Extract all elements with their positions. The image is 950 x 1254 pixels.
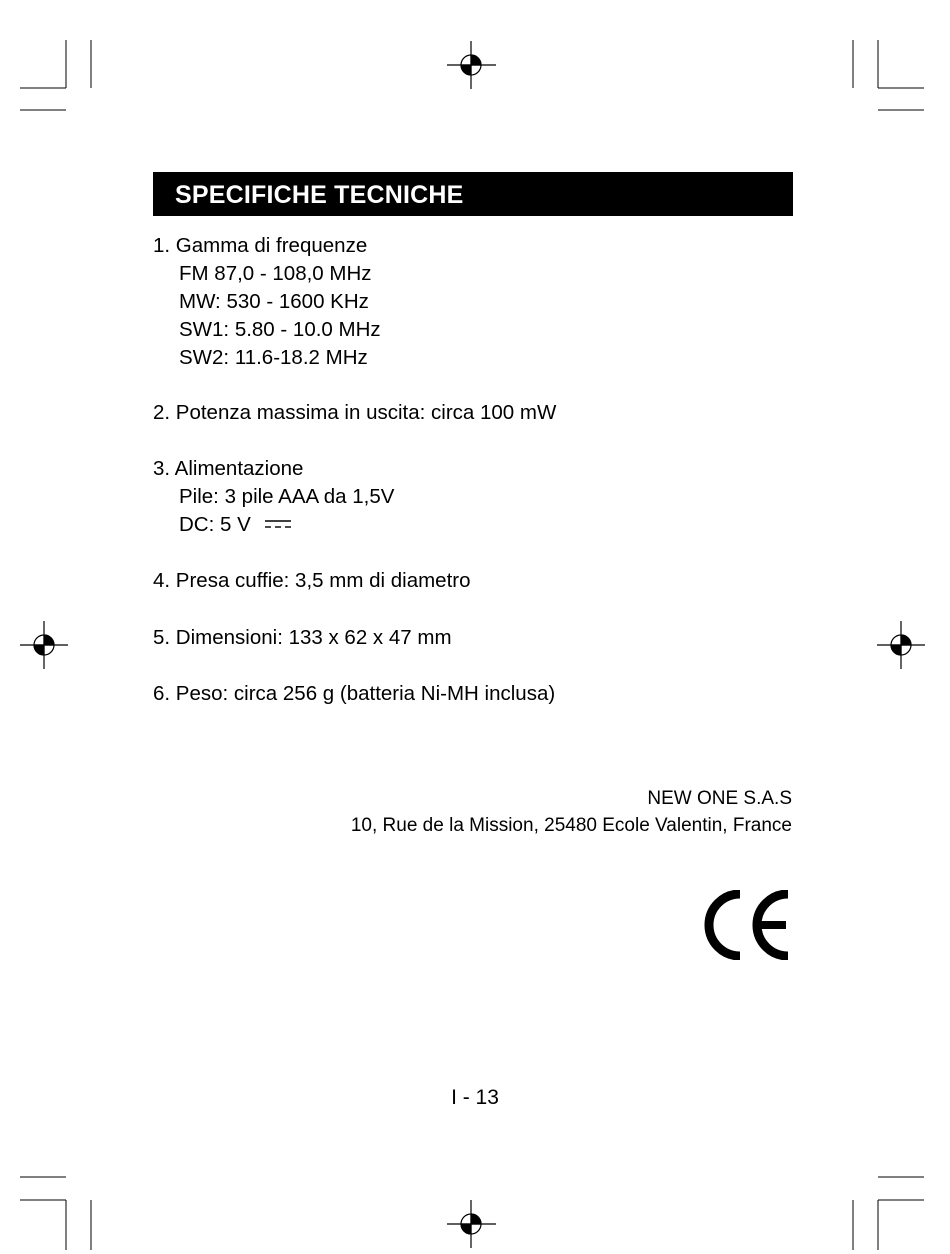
company-street: 10, Rue de la Mission, 25480 Ecole Valentin, France — [350, 815, 792, 836]
spec-label: 6. Peso: circa 256 g (batteria Ni-MH inclusa) — [153, 682, 556, 705]
spec-line: MW: 530 - 1600 KHz — [179, 290, 369, 313]
registration-mark-top — [447, 41, 496, 89]
spec-label: 2. Potenza massima in uscita: circa 100 mW — [153, 401, 557, 424]
spec-line: DC: 5 V — [179, 513, 251, 536]
registration-mark-right — [877, 621, 925, 669]
spec-label: 1. Gamma di frequenze — [153, 234, 368, 257]
section-title-bar — [153, 172, 793, 216]
spec-label: 4. Presa cuffie: 3,5 mm di diametro — [153, 569, 471, 592]
spec-line: SW2: 11.6-18.2 MHz — [179, 346, 368, 369]
registration-mark-bottom — [447, 1200, 496, 1248]
spec-item-power — [153, 399, 556, 427]
ce-mark-logo — [700, 890, 794, 960]
spec-line: FM 87,0 - 108,0 MHz — [179, 262, 372, 285]
company-address — [351, 785, 792, 839]
spec-line-dc — [153, 511, 394, 539]
spec-item-dimensions — [153, 624, 452, 652]
spec-item-headphones — [153, 567, 471, 595]
spec-item-frequency — [153, 232, 381, 372]
spec-item-weight — [153, 680, 555, 708]
spec-line: SW1: 5.80 - 10.0 MHz — [179, 318, 381, 341]
spec-line: Pile: 3 pile AAA da 1,5V — [179, 485, 395, 508]
registration-mark-left — [20, 621, 68, 669]
spec-label: 3. Alimentazione — [153, 457, 304, 480]
spec-label: 5. Dimensioni: 133 x 62 x 47 mm — [153, 626, 452, 649]
page-number: I - 13 — [451, 1086, 499, 1109]
spec-item-supply — [153, 455, 394, 539]
company-name: NEW ONE S.A.S — [647, 788, 792, 809]
page-title: SPECIFICHE TECNICHE — [175, 181, 464, 209]
dc-current-icon — [265, 519, 291, 529]
